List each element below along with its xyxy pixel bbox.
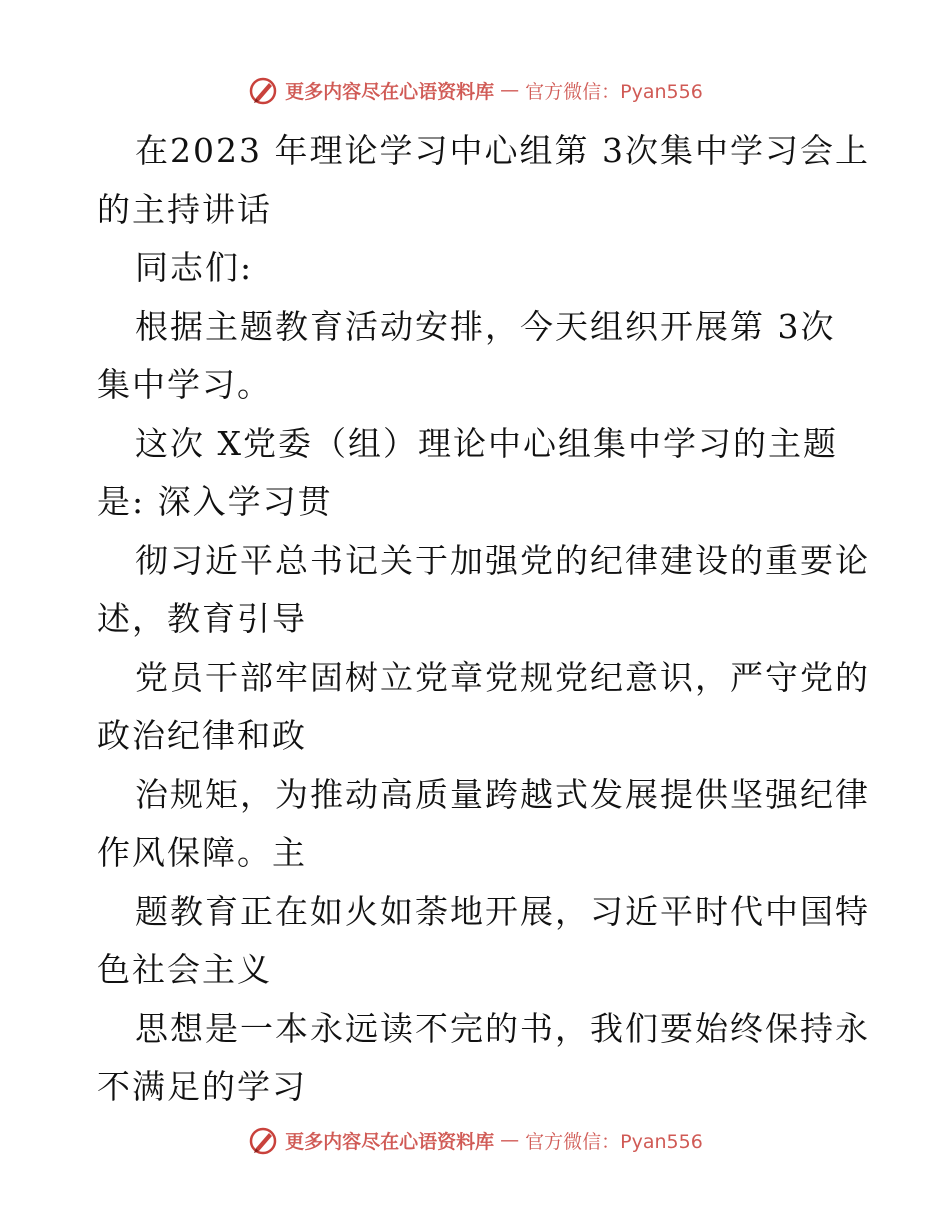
text-line: 是: 深入学习贯 [97,482,333,521]
document-body [97,122,870,1117]
text-line: 思想是一本永远读不完的书，我们要始终保持永 [135,1008,870,1048]
text-line: 彻习近平总书记关于加强党的纪律建设的重要论 [135,540,870,580]
header-banner [0,70,950,110]
banner-wechat-text: 官方微信：Pyan556 [525,1130,703,1153]
text-line: 根据主题教育活动安排，今天组织开展第 3次 [135,306,836,346]
banner-dash: — [500,1129,520,1151]
text-line: 作风保障。主 [97,833,307,872]
text-line: 不满足的学习 [97,1067,307,1106]
text-line: 在2023 年理论学习中心组第 3次集中学习会上 [135,131,870,170]
banner-dash: — [500,79,520,101]
banner-main-text: 更多内容尽在心语资料库 [285,80,495,103]
text-line: 集中学习。 [97,365,272,404]
text-line: 政治纪律和政 [97,716,307,755]
pen-logo-icon [247,74,279,106]
footer-banner [0,1120,950,1160]
text-line: 述，教育引导 [97,599,307,638]
text-line: 题教育正在如火如荼地开展，习近平时代中国特 [135,891,870,931]
text-line: 党员干部牢固树立党章党规党纪意识，严守党的 [135,657,870,697]
text-line: 的主持讲话 [97,189,272,229]
pen-logo-icon [247,1124,279,1156]
banner-main-text: 更多内容尽在心语资料库 [285,1130,495,1153]
text-line: 这次 X党委（组）理论中心组集中学习的主题 [135,423,838,463]
text-line: 色社会主义 [97,950,272,989]
text-line: 同志们: [135,248,254,287]
text-line: 治规矩，为推动高质量跨越式发展提供坚强纪律 [135,774,870,814]
banner-wechat-text: 官方微信：Pyan556 [525,80,703,103]
